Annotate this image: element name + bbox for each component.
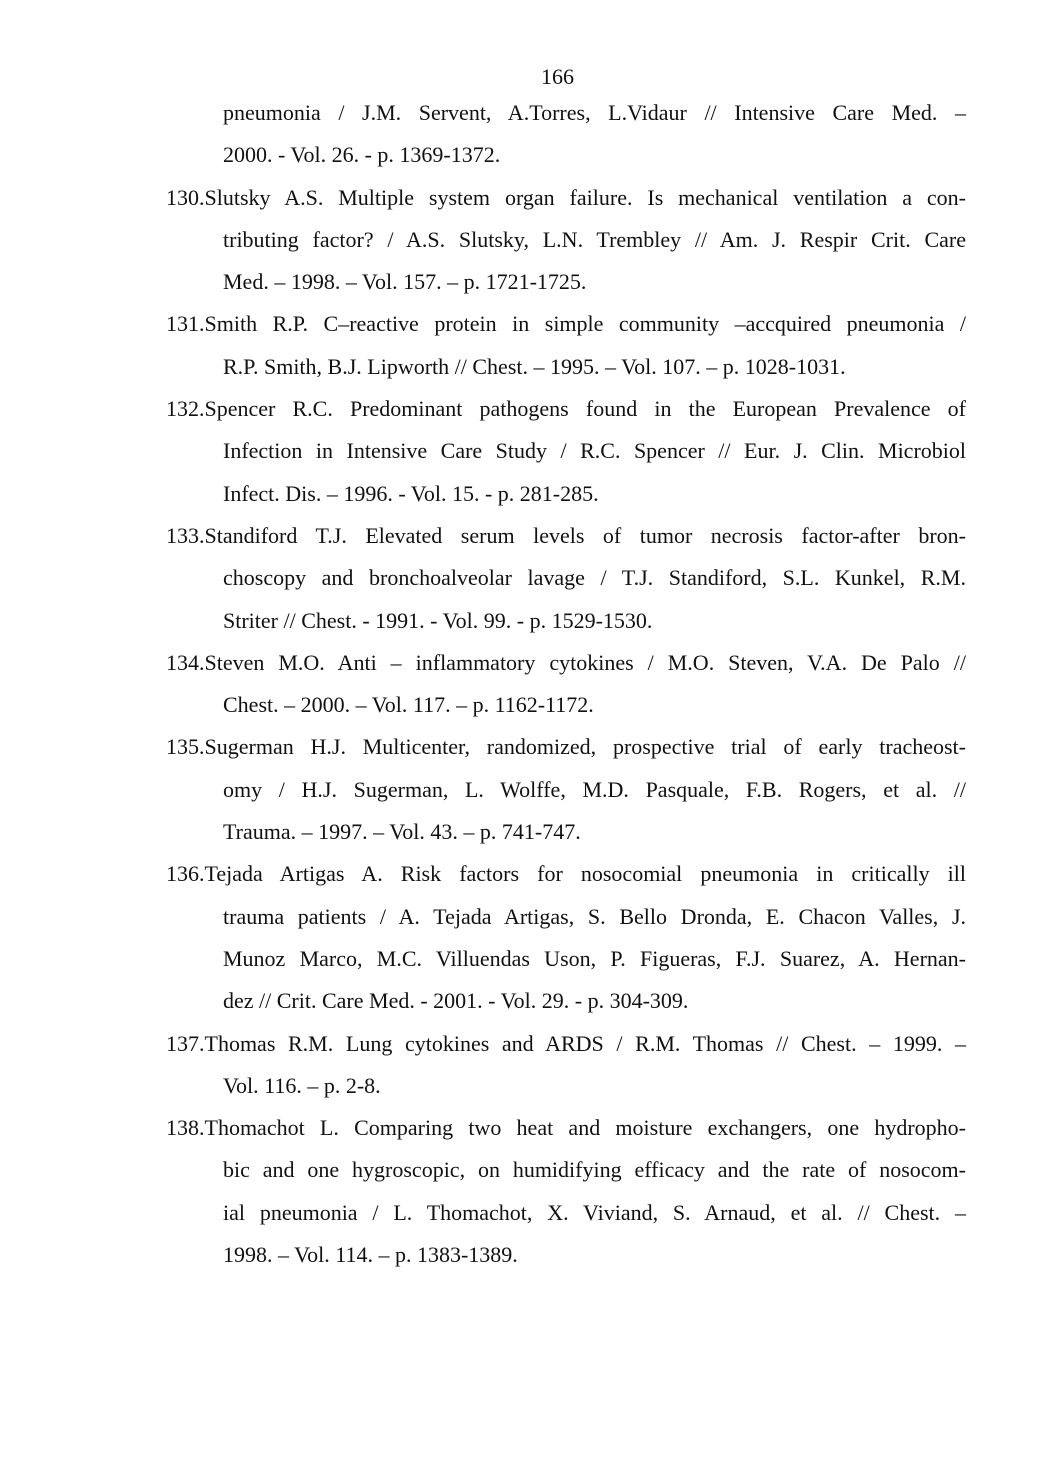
- reference-entry: [166, 388, 966, 515]
- reference-number: 138.: [166, 1115, 205, 1141]
- reference-line: Trauma. – 1997. – Vol. 43. – p. 741-747.: [223, 819, 581, 845]
- reference-line: dez // Crit. Care Med. - 2001. - Vol. 29. - p. 304-309.: [223, 988, 689, 1014]
- reference-line: bic and one hygroscopic, on humidifying efficacy and the rate of nosocom-: [223, 1157, 966, 1183]
- reference-entry: [166, 515, 966, 642]
- reference-line: Sugerman H.J. Multicenter, randomized, prospective trial of early tracheost-: [204, 734, 966, 760]
- reference-entry: [166, 642, 966, 727]
- reference-line: Infection in Intensive Care Study / R.C. Spencer // Eur. J. Clin. Microbiol: [223, 438, 966, 464]
- reference-number: 137.: [166, 1030, 205, 1056]
- reference-entry: [166, 1107, 966, 1276]
- reference-number: 130.: [166, 184, 205, 210]
- reference-entry: [166, 1023, 966, 1108]
- reference-line: Vol. 116. – p. 2-8.: [223, 1072, 381, 1098]
- reference-line: 1998. – Vol. 114. – p. 1383-1389.: [223, 1242, 518, 1268]
- reference-line: Thomachot L. Comparing two heat and moisture exchangers, one hydropho-: [204, 1115, 966, 1141]
- reference-line: Tejada Artigas A. Risk factors for nosocomial pneumonia in critically ill: [204, 861, 966, 887]
- reference-line: Slutsky A.S. Multiple system organ failure. Is mechanical ventilation a con-: [204, 184, 966, 210]
- reference-line: pneumonia / J.M. Servent, A.Torres, L.Vidaur // Intensive Care Med. –: [223, 100, 966, 125]
- reference-line: 2000. - Vol. 26. - p. 1369-1372.: [223, 142, 501, 168]
- reference-line: Infect. Dis. – 1996. - Vol. 15. - p. 281-285.: [223, 480, 599, 506]
- reference-line: Med. – 1998. – Vol. 157. – p. 1721-1725.: [223, 269, 587, 295]
- reference-line: Striter // Chest. - 1991. - Vol. 99. - p. 1529-1530.: [223, 607, 653, 633]
- continued-reference: [166, 92, 966, 177]
- reference-number: 136.: [166, 861, 205, 887]
- page-number: 166: [541, 64, 574, 89]
- reference-line: trauma patients / A. Tejada Artigas, S. Bello Dronda, E. Chacon Valles, J.: [223, 903, 966, 929]
- reference-line: Munoz Marco, M.C. Villuendas Uson, P. Figueras, F.J. Suarez, A. Hernan-: [223, 945, 966, 971]
- reference-line: Standiford T.J. Elevated serum levels of tumor necrosis factor-after bron-: [204, 522, 966, 548]
- reference-entry: [166, 853, 966, 1022]
- reference-number: 135.: [166, 734, 205, 760]
- reference-entries: [166, 177, 966, 1277]
- reference-line: Smith R.P. C–reactive protein in simple community –accquired pneumonia /: [204, 311, 966, 337]
- reference-entry: [166, 177, 966, 304]
- reference-list: [166, 92, 966, 1276]
- reference-line: Steven M.O. Anti – inflammatory cytokines / M.O. Steven, V.A. De Palo //: [204, 649, 966, 675]
- reference-line: Spencer R.C. Predominant pathogens found in the European Prevalence of: [204, 396, 966, 422]
- reference-number: 132.: [166, 396, 205, 422]
- reference-number: 131.: [166, 311, 205, 337]
- reference-line: Thomas R.M. Lung cytokines and ARDS / R.M. Thomas // Chest. – 1999. –: [204, 1030, 966, 1056]
- reference-line: R.P. Smith, B.J. Lipworth // Chest. – 1995. – Vol. 107. – p. 1028-1031.: [223, 353, 846, 379]
- reference-entry: [166, 303, 966, 388]
- reference-entry: [166, 726, 966, 853]
- reference-line: Chest. – 2000. – Vol. 117. – p. 1162-1172.: [223, 692, 594, 718]
- reference-number: 133.: [166, 522, 205, 548]
- reference-line: omy / H.J. Sugerman, L. Wolffe, M.D. Pasquale, F.B. Rogers, et al. //: [223, 776, 966, 802]
- reference-line: tributing factor? / A.S. Slutsky, L.N. Trembley // Am. J. Respir Crit. Care: [223, 226, 966, 252]
- reference-number: 134.: [166, 649, 205, 675]
- reference-line: ial pneumonia / L. Thomachot, X. Viviand, S. Arnaud, et al. // Chest. –: [223, 1199, 966, 1225]
- reference-line: choscopy and bronchoalveolar lavage / T.J. Standiford, S.L. Kunkel, R.M.: [223, 565, 966, 591]
